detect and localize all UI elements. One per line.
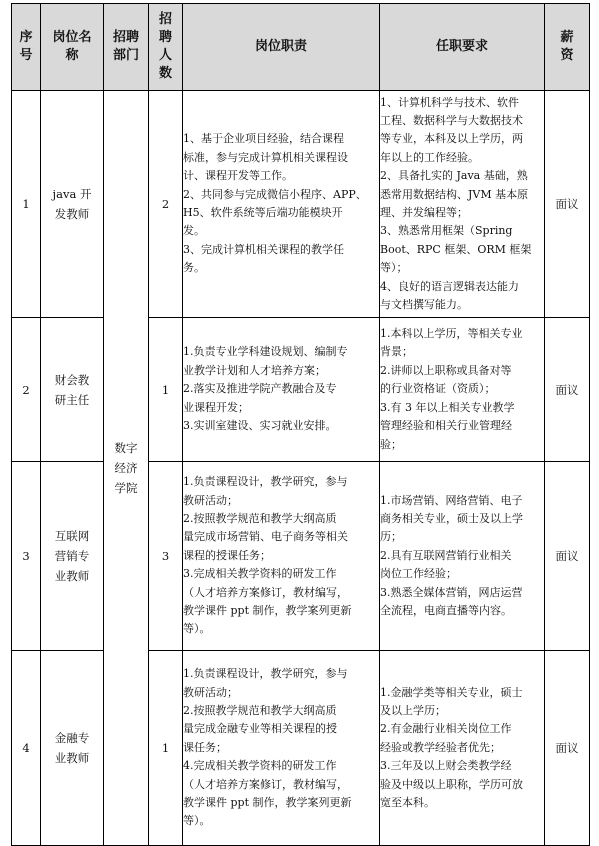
row-index: 1 bbox=[12, 91, 41, 318]
salary: 面议 bbox=[545, 91, 590, 318]
header-salary: 薪 资 bbox=[545, 4, 590, 91]
table-row bbox=[12, 462, 590, 651]
job-title: 互联网 营销专 业教师 bbox=[41, 462, 104, 651]
row-index: 3 bbox=[12, 462, 41, 651]
table-row bbox=[12, 318, 590, 462]
job-title: 金融专 业教师 bbox=[41, 651, 104, 846]
table-row bbox=[12, 651, 590, 846]
job-requirements: 1.本科以上学历，等相关专业 背景； 2.讲师以上职称或具备对等 的行业资格证（资质）； 3.有 3 年以上相关专业教学 管理经验和相关行业管理经 验； bbox=[380, 318, 545, 462]
header-index: 序 号 bbox=[12, 4, 41, 91]
job-requirements: 1.市场营销、网络营销、电子 商务相关专业，硕士及以上学 历； 2.具有互联网营销行业相关 岗位工作经验； 3.熟悉全媒体营销，网店运营 全流程，电商直播等内容。 bbox=[380, 462, 545, 651]
table-row bbox=[12, 91, 590, 318]
job-duties: 1.负责专业学科建设规划、编制专 业教学计划和人才培养方案； 2.落实及推进学院产教融合及专 业课程开发； 3.实训室建设、实习就业安排。 bbox=[183, 318, 380, 462]
header-requirements: 任职要求 bbox=[380, 4, 545, 91]
header-title: 岗位名 称 bbox=[41, 4, 104, 91]
job-title: 财会教 研主任 bbox=[41, 318, 104, 462]
row-index: 4 bbox=[12, 651, 41, 846]
row-index: 2 bbox=[12, 318, 41, 462]
job-duties: 1.负责课程设计，教学研究，参与 教研活动； 2.按照教学规范和教学大纲高质 量完成金融专业等相关课程的授 课任务； 4.完成相关教学资料的研发工作 （人才培养方案修订，教材编写， 教学课件 ppt 制作，教学案列更新 等）。 bbox=[183, 651, 380, 846]
job-duties: 1.负责课程设计，教学研究，参与 教研活动； 2.按照教学规范和教学大纲高质 量完成市场营销、电子商务等相关 课程的授课任务； 3.完成相关教学资料的研发工作 （人才培养方案修订，教材编写， 教学课件 ppt 制作，教学案列更新 等）。 bbox=[183, 462, 380, 651]
job-requirements: 1.金融学类等相关专业，硕士 及以上学历； 2.有金融行业相关岗位工作 经验或教学经验者优先； 3.三年及以上财会类教学经 验及中级以上职称，学历可放 宽至本科。 bbox=[380, 651, 545, 846]
headcount: 1 bbox=[149, 651, 183, 846]
job-duties: 1、基于企业项目经验，结合课程 标准，参与完成计算机相关课程设 计、课程开发等工作。 2、共同参与完成微信小程序、APP、 H5、软件系统等后端功能模块开 发。 3、完成计算机相关课程的教学任 务。 bbox=[183, 91, 380, 318]
job-requirements: 1、计算机科学与技术、软件 工程、数据科学与大数据技术 等专业，本科及以上学历，两 年以上的工作经验。 2、具备扎实的 Java 基础，熟 悉常用数据结构、JVM 基本原 理、并发编程等； 3、熟悉常用框架（Spring Boot、RPC 框架、ORM 框架等）； 4、良好的语言逻辑表达能力 与文档撰写能力。 bbox=[380, 91, 545, 318]
headcount: 3 bbox=[149, 462, 183, 651]
headcount: 2 bbox=[149, 91, 183, 318]
header-dept: 招聘 部门 bbox=[104, 4, 149, 91]
header-duties: 岗位职责 bbox=[183, 4, 380, 91]
job-title: java 开 发教师 bbox=[41, 91, 104, 318]
header-count: 招 聘 人 数 bbox=[149, 4, 183, 91]
salary: 面议 bbox=[545, 651, 590, 846]
header-row bbox=[12, 4, 590, 91]
salary: 面议 bbox=[545, 318, 590, 462]
department-cell: 数字 经济 学院 bbox=[104, 91, 149, 846]
headcount: 1 bbox=[149, 318, 183, 462]
recruitment-table bbox=[11, 3, 590, 846]
salary: 面议 bbox=[545, 462, 590, 651]
